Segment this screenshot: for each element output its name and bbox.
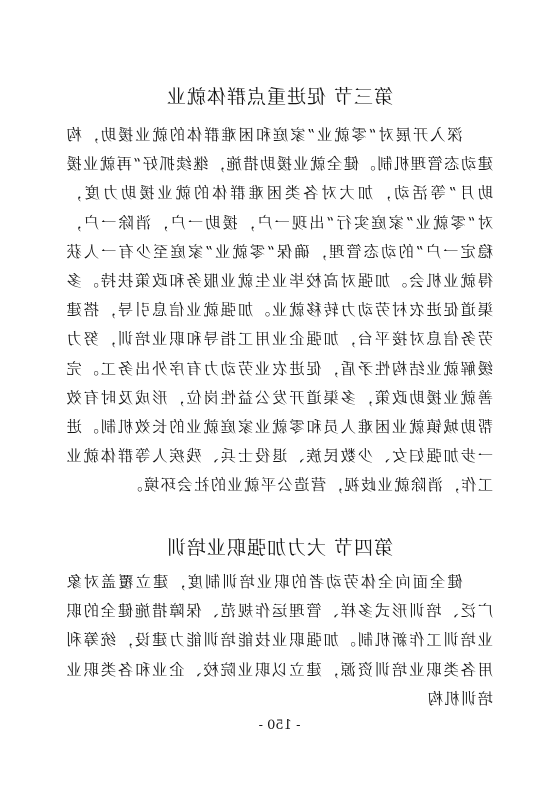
section-4-heading: 第四节 大力加强职业培训: [165, 537, 394, 559]
section-4-paragraph: 健全面向全体劳动者的职业培训制度，建立覆盖对象广泛、培训形式多样、管理运作规范、保障措施健全的职业培训工作新机制。加强职业技能培训能力建设，统筹利用各类职业培训资源，建立以职业院校、企业和各类职业培训机构: [65, 573, 493, 708]
section-3-heading: 第三节 促进重点群体就业: [165, 86, 394, 108]
section-3-paragraph: 深入开展对“零就业”家庭和困难群体的就业援助，构建动态管理机制。健全就业援助措施，继续抓好“再就业援助月”等活动，加大对各类困难群体的就业援助力度，对“零就业”家庭实行“出现一户，援助一户，消除一户，稳定一户”的动态管理，确保“零就业”家庭至少有一人获得就业机会。加强对高校毕业生就业服务和政策扶持。多渠道促进农村劳动力转移就业。加强就业信息引导，搭建劳务信息对接平台，加强企业用工指导和职业培训，努力缓解就业结构性矛盾，促进农业劳动力有序外出务工。完善就业援助政策，多渠道开发公益性岗位，形成及时有效帮助城镇就业困难人员和零就业家庭就业的长效机制。进一步加强妇女、少数民族、退役士兵、残疾人等群体就业工作，消除就业歧视，营造公平就业的社会环境。: [65, 126, 493, 495]
page-number: - 150 -: [258, 718, 301, 733]
